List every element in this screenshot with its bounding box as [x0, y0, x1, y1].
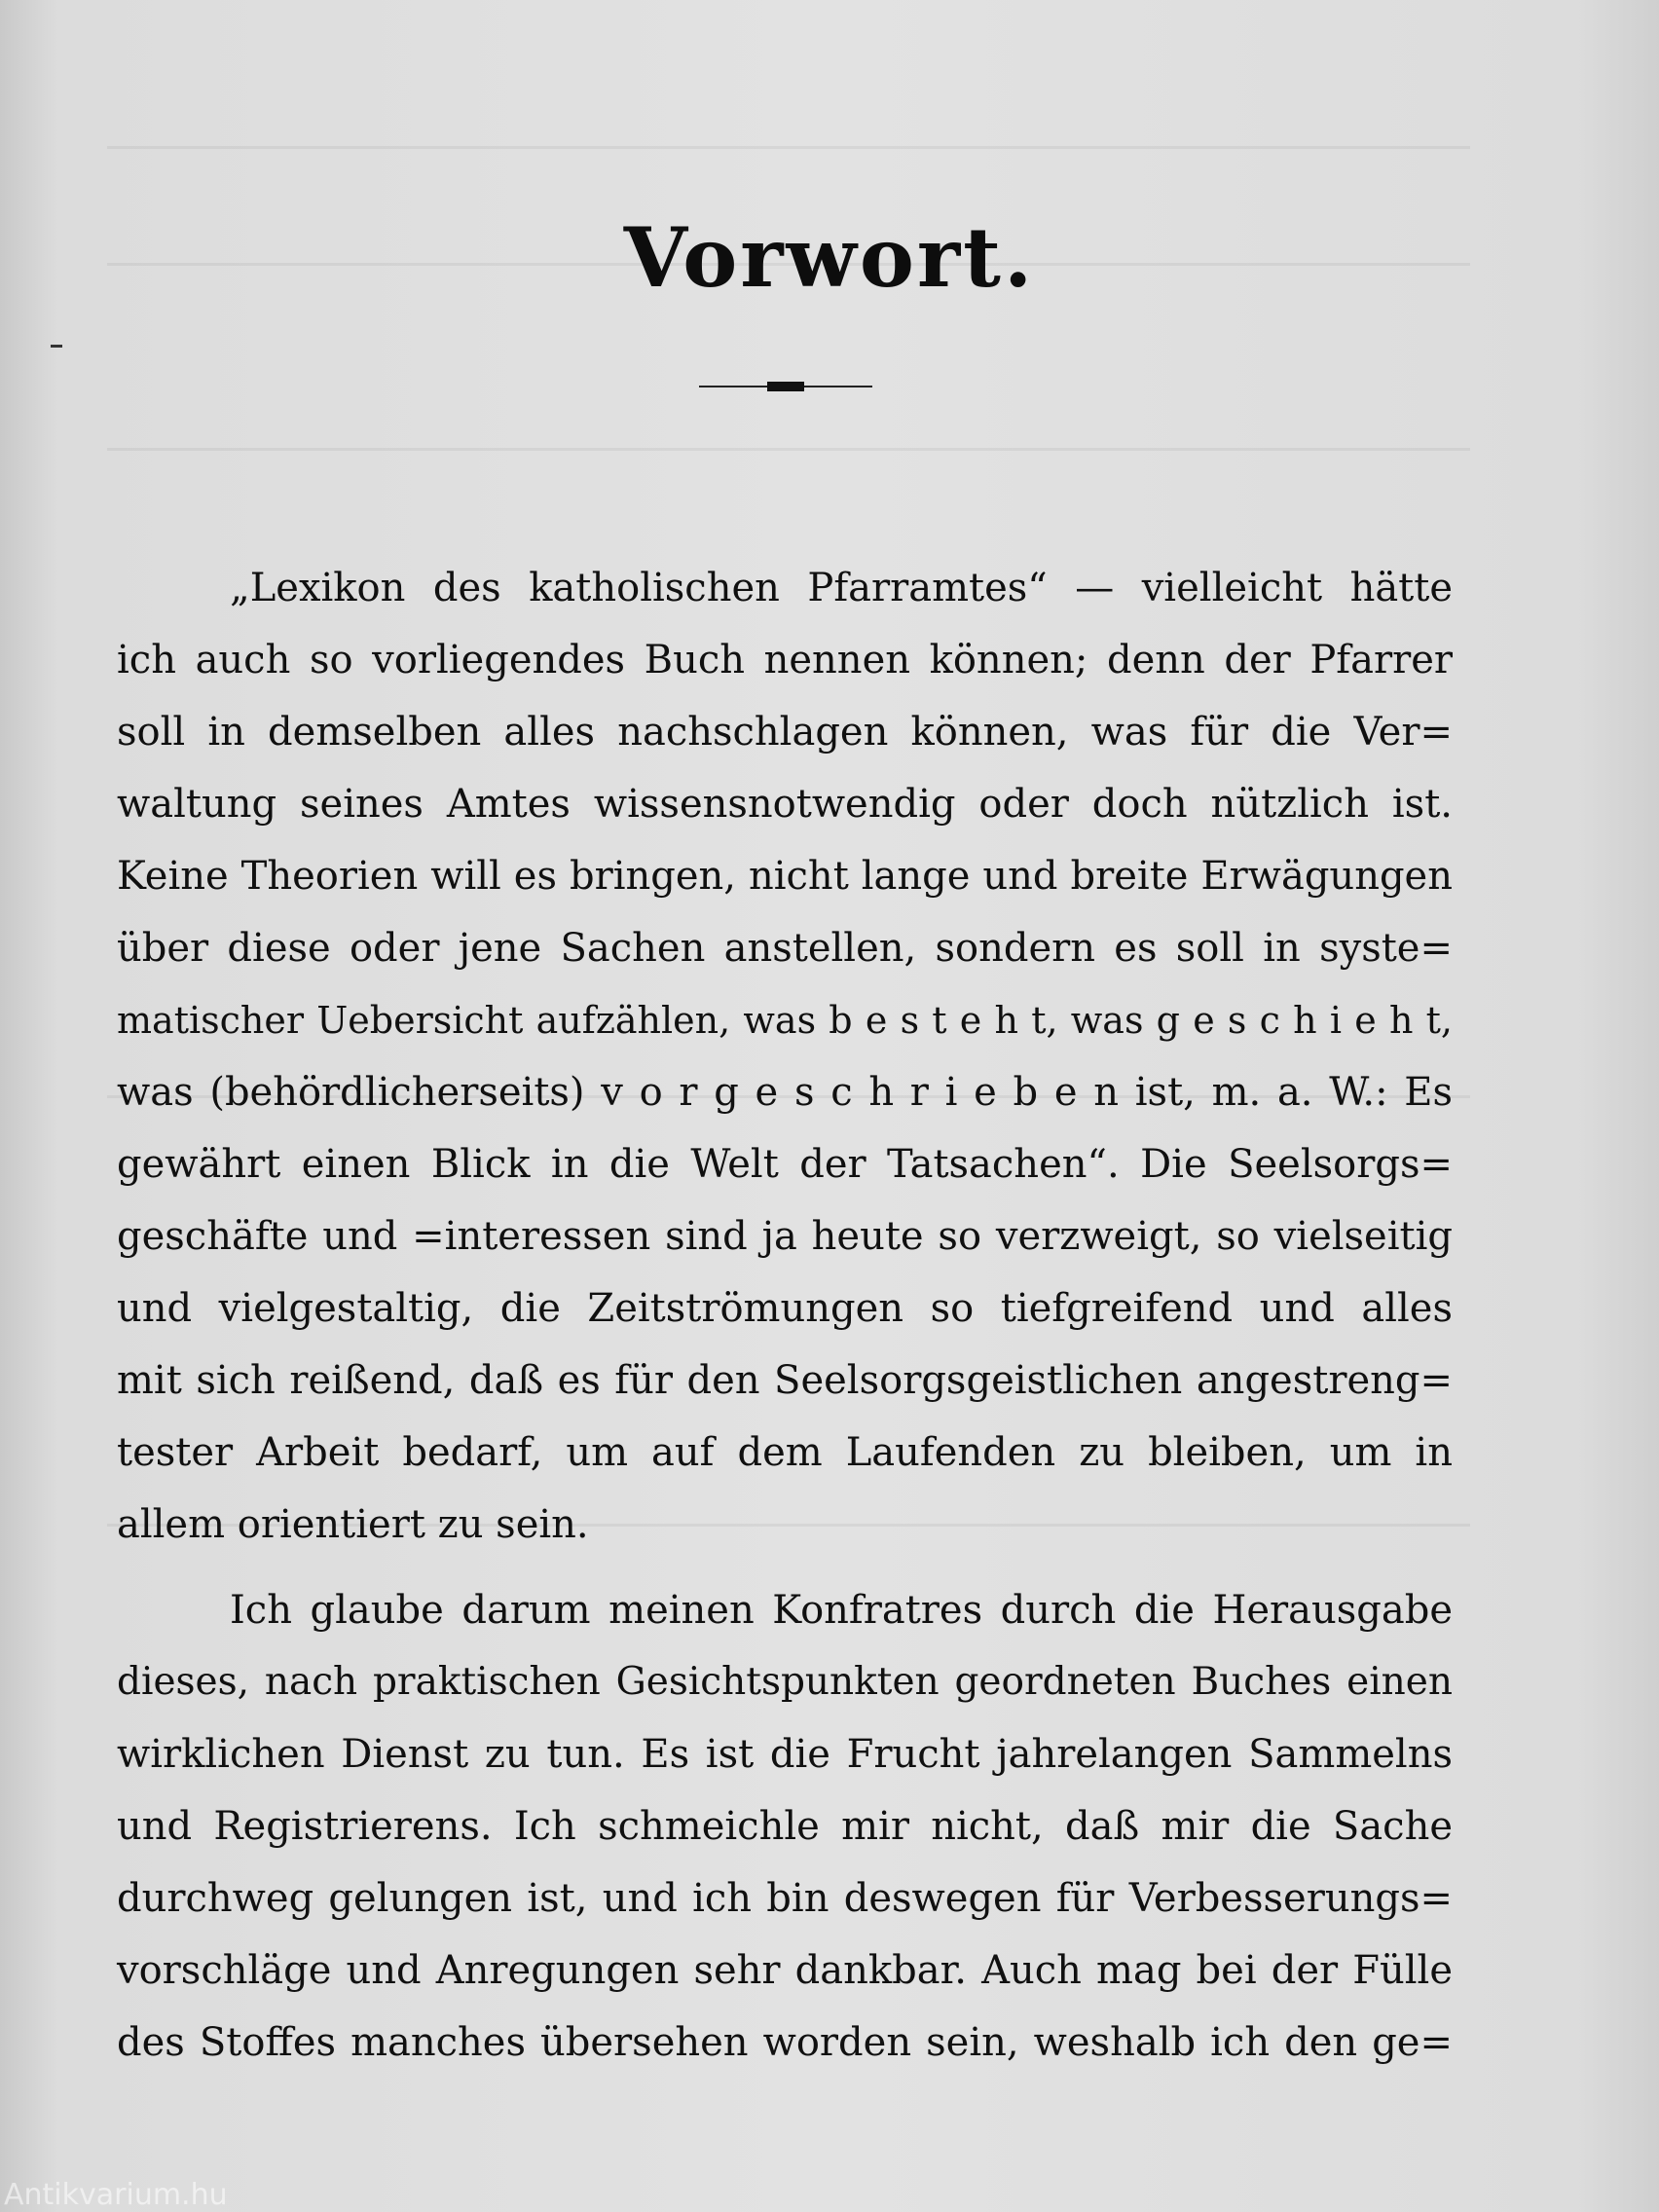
- text-line: wirklichen Dienst zu tun. Es ist die Frucht jahrelangen Sammelns: [117, 1732, 1453, 1777]
- text-line: und vielgestaltig, die Zeitströmungen so tiefgreifend und alles: [117, 1286, 1453, 1331]
- text-line: des Stoffes manches übersehen worden sein, weshalb ich den ge=: [117, 2020, 1453, 2065]
- text-line: geschäfte und =interessen sind ja heute so verzweigt, so vielseitig: [117, 1214, 1453, 1259]
- text-line: über diese oder jene Sachen anstellen, sondern es soll in syste=: [117, 926, 1453, 971]
- text-line: tester Arbeit bedarf, um auf dem Laufenden zu bleiben, um in: [117, 1430, 1453, 1475]
- text-line: Ich glaube darum meinen Konfratres durch die Herausgabe: [230, 1588, 1453, 1633]
- text-line: was (behördlicherseits) v o r g e s c h r i e b e n ist, m. a. W.: Es: [117, 1070, 1453, 1115]
- text-line: ich auch so vorliegendes Buch nennen können; denn der Pfarrer: [117, 638, 1453, 682]
- page-title: Vorwort.: [623, 209, 1036, 306]
- text-line: soll in demselben alles nachschlagen können, was für die Ver=: [117, 710, 1453, 755]
- text-line: mit sich reißend, daß es für den Seelsorgsgeistlichen angestreng=: [117, 1358, 1453, 1403]
- text-line: durchweg gelungen ist, und ich bin deswegen für Verbesserungs=: [117, 1876, 1453, 1921]
- text-line: gewährt einen Blick in die Welt der Tatsachen“. Die Seelsorgs=: [117, 1142, 1453, 1187]
- title-ornament: [699, 382, 872, 391]
- text-line: allem orientiert zu sein.: [117, 1502, 589, 1547]
- text-line: „Lexikon des katholischen Pfarramtes“ — vielleicht hätte: [230, 566, 1453, 610]
- watermark: Antikvarium.hu: [4, 2178, 228, 2212]
- margin-mark: [51, 345, 62, 348]
- bleed-through-line: [107, 448, 1470, 451]
- bleed-through-line: [107, 146, 1470, 149]
- ornament-block: [767, 382, 804, 391]
- text-line: waltung seines Amtes wissensnotwendig oder doch nützlich ist.: [117, 782, 1453, 827]
- text-line: vorschläge und Anregungen sehr dankbar. Auch mag bei der Fülle: [117, 1948, 1453, 1993]
- text-line: und Registrierens. Ich schmeichle mir nicht, daß mir die Sache: [117, 1804, 1453, 1849]
- text-line: matischer Uebersicht aufzählen, was b e s t e h t, was g e s c h i e h t,: [117, 999, 1453, 1042]
- text-line: dieses, nach praktischen Gesichtspunkten geordneten Buches einen: [117, 1660, 1453, 1704]
- text-line: Keine Theorien will es bringen, nicht lange und breite Erwägungen: [117, 854, 1453, 899]
